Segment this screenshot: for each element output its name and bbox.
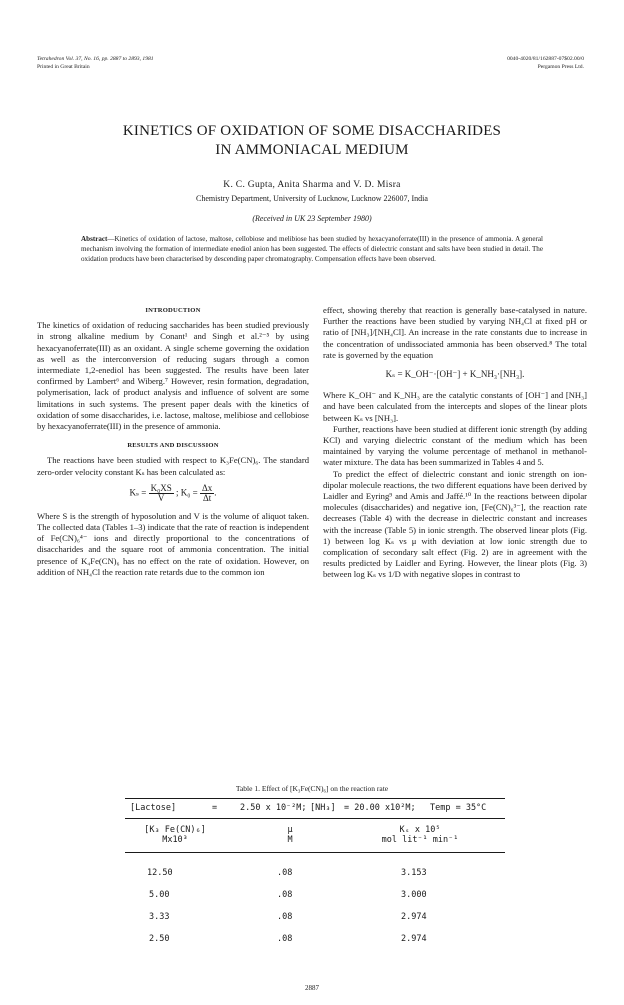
table-top-rule bbox=[125, 798, 505, 799]
abstract-text: —Kinetics of oxidation of lactose, maltose, cellobiose and melibiose has been studied by hexacyanoferrate(III) in the presence of ammonia. A general mechanism involving the formation of intermediate enediol anion has been suggested. The effects of dielectric constant and salts have been studied in detail. The oxidation products have been characterised by descending paper chromatography. Compensation effects have been observed. bbox=[81, 235, 543, 263]
ionic-strength-paragraph: Further, reactions have been studied at different ionic strength (by adding KCl) and varying dielectric constant of the medium which has been maintained by varying the volume percentage of methanol in methanol-water mixture. The data has been summarized in Tables 4 and 5. bbox=[323, 423, 587, 468]
cell-rate-constant: 2.974 bbox=[401, 934, 427, 944]
affiliation: Chemistry Department, University of Lucknow, Lucknow 226007, India bbox=[196, 194, 428, 203]
condition-ammonia-conc: = 20.00 x10²M; bbox=[344, 803, 416, 813]
page-number: 2887 bbox=[305, 984, 319, 992]
condition-substrate: [Lactose] bbox=[130, 803, 177, 813]
analysis-paragraph: Where S is the strength of hyposolution and V is the volume of aliquot taken. The collected data (Tables 1–3) indicate that the rate of reaction is independent of Fe(CN)₆⁴⁻ ions and directly proportional to the concentrations of disaccharides and the square root of ammonia concentration. The initial presence of K₄Fe(CN)₆ has no effect on the rate of oxidation. However, on addition of NH₄Cl the reaction rate retards due to the common ion bbox=[37, 510, 309, 577]
cell-ionic-strength: .08 bbox=[277, 890, 293, 900]
cell-concentration: 12.50 bbox=[147, 868, 173, 878]
condition-ammonia: [NH₃] bbox=[310, 803, 336, 813]
article-code: 0040-4020/81/162887-07$02.00/0 bbox=[507, 56, 584, 62]
table-header-row bbox=[125, 825, 505, 847]
equation-end: . bbox=[214, 487, 217, 498]
abstract-label: Abstract bbox=[81, 235, 108, 243]
table-row bbox=[125, 890, 505, 904]
results-heading: RESULTS AND DISCUSSION bbox=[127, 442, 219, 450]
dielectric-paragraph: To predict the effect of dielectric constant and ionic strength on ion-dipolar molecule reactions, the two different equations have been derived by Laidler and Eyring⁹ and Amis and Jaffé.¹⁰ In the reactions between dipolar molecules (disaccharides) and negative ion, [Fe(CN)₆³⁻], the reaction rate decreases (Table 4) with the decrease in dielectric constant and increases with the increase (Table 5) in ionic strength. The observed linear plots (Fig. 1) between log Kₛ vs μ with deviation at low ionic strength due to complication of secondary salt effect (Fig. 2) are in agreement with the results predicted by Laidler and Eyring. However, the linear plots (Fig. 3) between log Kₛ vs 1/D with negative slopes in contrast to bbox=[323, 468, 587, 580]
cell-rate-constant: 3.000 bbox=[401, 890, 427, 900]
header-ionic-strength-unit: M bbox=[287, 835, 293, 845]
abstract bbox=[81, 235, 543, 265]
cell-ionic-strength: .08 bbox=[277, 868, 293, 878]
header-rate-constant bbox=[365, 825, 475, 845]
cell-concentration: 3.33 bbox=[149, 912, 170, 922]
fraction-numerator-2: Δx bbox=[201, 482, 213, 493]
total-rate-equation: Kₛ = K_OH⁻·[OH⁻] + K_NH₃·[NH₃]. bbox=[385, 369, 525, 380]
header-concentration-unit: Mx10³ bbox=[162, 835, 188, 845]
fraction-numerator: K₀XS bbox=[150, 482, 172, 493]
authors: K. C. Gupta, Anita Sharma and V. D. Misra bbox=[223, 180, 401, 190]
header-concentration bbox=[135, 825, 215, 845]
base-catalysis-paragraph: effect, showing thereby that reaction is generally base-catalysed in nature. Further the reactions have been studied by varying NH₄Cl at fixed pH or ratio of [NH₃]/[NH₄Cl]. An increase in the rate constants due to increase in the concentration of undissociated ammonia has been observed.⁸ The total rate is governed by the equation bbox=[323, 305, 587, 360]
fraction-denominator: V bbox=[157, 492, 165, 503]
received-date: (Received in UK 23 September 1980) bbox=[252, 214, 372, 223]
table-row bbox=[125, 868, 505, 882]
table-1-caption: Table 1. Effect of [K₃Fe(CN)₆] on the reaction rate bbox=[235, 784, 389, 793]
header-ionic-strength bbox=[270, 825, 310, 845]
journal-header bbox=[37, 56, 154, 71]
left-column bbox=[37, 305, 309, 578]
header-rate-constant-label: Kₛ x 10⁵ bbox=[399, 825, 441, 835]
condition-equals: = bbox=[212, 803, 218, 813]
table-row bbox=[125, 934, 505, 948]
cell-ionic-strength: .08 bbox=[277, 934, 293, 944]
results-paragraph: The reactions have been studied with respect to K₃Fe(CN)₆. The standard zero-order velocity constant Kₛ has been calculated as: bbox=[37, 455, 309, 477]
table-condition-rule bbox=[125, 818, 505, 819]
journal-citation: Tetrahedron Vol. 37, No. 16, pp. 2887 to 2893, 1981 bbox=[37, 56, 154, 62]
catalytic-constants-paragraph: Where K_OH⁻ and K_NH₃ are the catalytic constants of [OH⁻] and [NH₃] and have been calculated from the intercepts and slopes of the linear plots between Kₛ vs [NH₃]. bbox=[323, 390, 587, 423]
fraction-denominator-2: Δt bbox=[202, 492, 212, 503]
introduction-heading: INTRODUCTION bbox=[145, 307, 201, 314]
publisher-name: Pergamon Press Ltd. bbox=[537, 63, 584, 70]
fraction-ks bbox=[149, 484, 174, 503]
table-row bbox=[125, 912, 505, 926]
printed-in: Printed in Great Britain bbox=[37, 63, 90, 70]
right-column bbox=[323, 305, 587, 581]
cell-ionic-strength: .08 bbox=[277, 912, 293, 922]
table-header-rule bbox=[125, 852, 505, 853]
article-title-line-1: KINETICS OF OXIDATION OF SOME DISACCHARIDES bbox=[122, 123, 502, 139]
article-title-line-2: IN AMMONIACAL MEDIUM bbox=[215, 142, 409, 158]
equation-lhs: Kₛ = bbox=[129, 487, 147, 498]
publisher-header bbox=[507, 56, 584, 71]
cell-rate-constant: 2.974 bbox=[401, 912, 427, 922]
cell-concentration: 2.50 bbox=[149, 934, 170, 944]
rate-constant-equation bbox=[37, 484, 309, 503]
header-concentration-label: [K₃ Fe(CN)₆] bbox=[144, 825, 206, 835]
cell-concentration: 5.00 bbox=[149, 890, 170, 900]
equation-middle: ; K₀ = bbox=[176, 487, 198, 498]
condition-temperature: Temp = 35°C bbox=[430, 803, 487, 813]
cell-rate-constant: 3.153 bbox=[401, 868, 427, 878]
header-ionic-strength-label: μ bbox=[287, 825, 293, 835]
header-rate-constant-unit: mol lit⁻¹ min⁻¹ bbox=[381, 835, 459, 845]
fraction-k0 bbox=[200, 482, 217, 503]
condition-substrate-conc: 2.50 x 10⁻²M; bbox=[240, 803, 307, 813]
introduction-paragraph: The kinetics of oxidation of reducing saccharides has been studied previously in strong alkaline medium by Conant¹ and Singh et al.²⁻⁵ by using hexacyanoferrate(III) as an oxidant. A single scheme governing the oxidation as well as the interconversion of reducing sugars through a comon intermediate 1,2-enediol has been suggested. The results have been later confirmed by Lambert⁶ and Wiberg.⁷ However, resin formation, degradation, polymerisation, lack of product analysis and influence of solvent are some limitations in such systems. The present paper deals with the kinetics of oxidation of some disaccharides, i.e. lactose, maltose, melibiose and cellobiose by hexacyanoferrate(III) in the presence of ammonia. bbox=[37, 320, 309, 432]
